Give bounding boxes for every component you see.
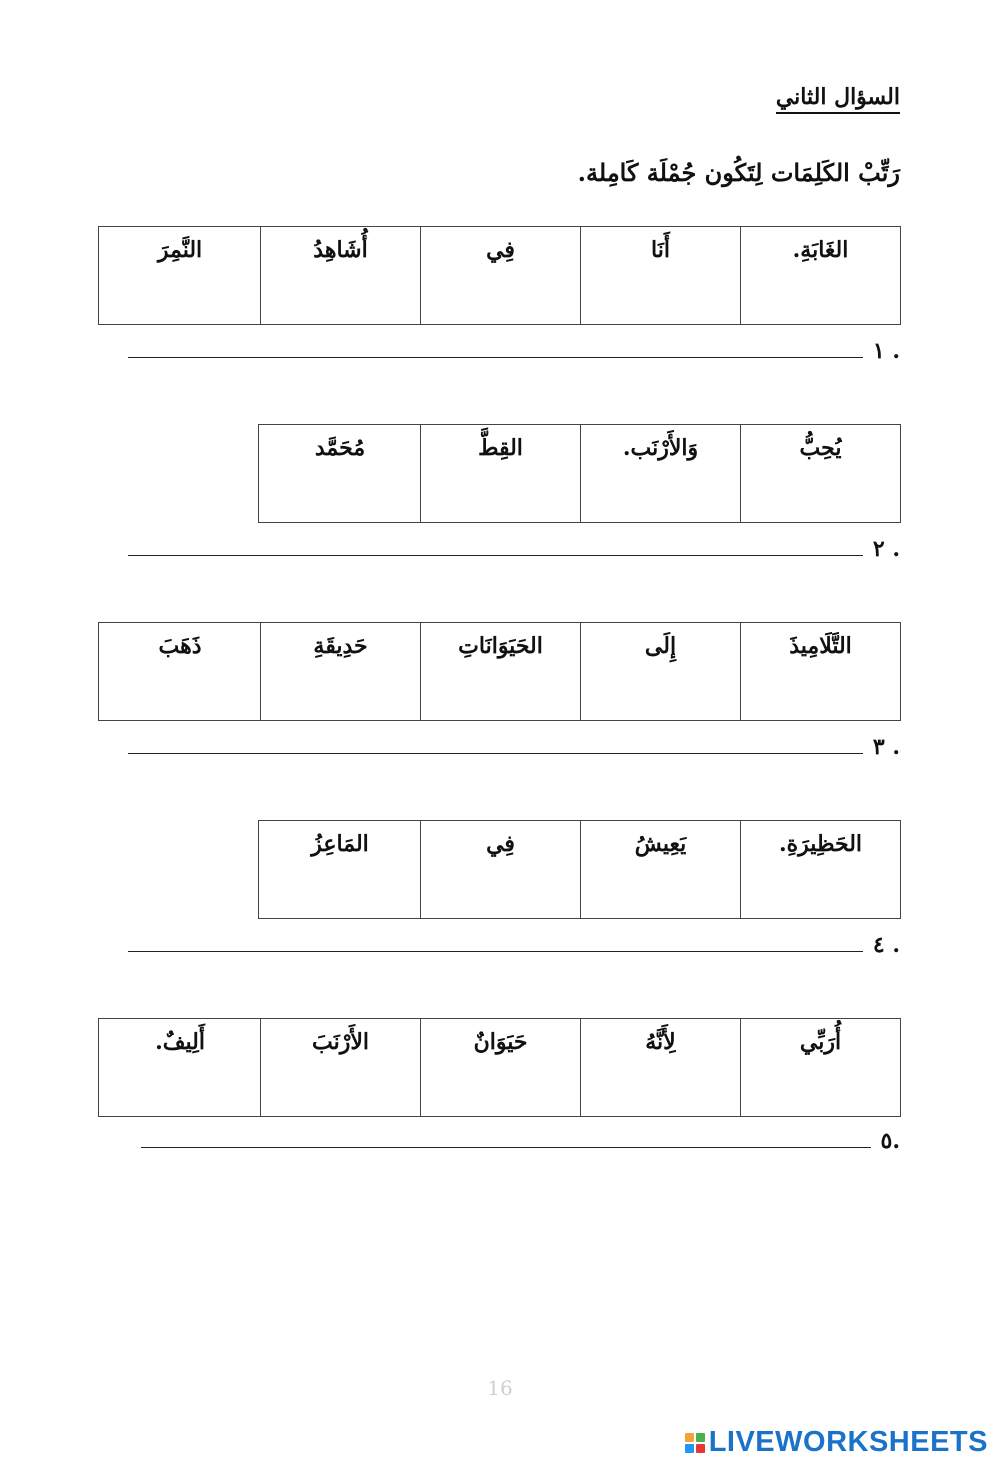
word-table-2 [258,424,901,523]
answer-line-5[interactable] [141,1128,901,1154]
word-cell[interactable]: إِلَى [580,623,740,720]
word-cell[interactable]: الغَابَةِ. [740,227,900,324]
word-cell[interactable]: مُحَمَّد [314,435,366,461]
word-cell[interactable]: الأَرْنَبَ [260,1019,420,1116]
word-cell[interactable]: ذَهَبَ [158,633,202,659]
answer-line-1[interactable] [128,338,900,364]
word-cell[interactable]: الحَظِيرَةِ. [740,821,900,918]
word-cell[interactable]: التَّلَامِيذَ [740,623,900,720]
word-table-1 [98,226,901,325]
word-table-3 [98,622,901,721]
word-cell[interactable]: أُرَبِّي [740,1019,900,1116]
liveworksheets-logo-icon [685,1433,705,1453]
word-cell[interactable]: حَيَوَانٌ [420,1019,580,1116]
word-cell[interactable]: يَعِيشُ [580,821,740,918]
answer-line-3[interactable] [128,734,900,760]
word-cell[interactable]: النَّمِرَ [157,237,203,263]
answer-blank[interactable] [128,356,863,358]
brand-name: LIVEWORKSHEETS [708,1426,988,1458]
word-cell[interactable]: لِأَنَّهُ [580,1019,740,1116]
item-number: . ٣ [872,734,900,760]
item-number: . ٢ [872,536,900,562]
word-cell[interactable]: حَدِيقَةِ [260,623,420,720]
word-cell[interactable]: القِطَّ [420,425,580,522]
question-heading: السؤال الثاني [776,84,900,114]
word-cell[interactable]: أَلِيفٌ. [155,1029,205,1055]
answer-blank[interactable] [128,950,863,952]
word-cell[interactable]: فِي [420,227,580,324]
word-cell[interactable]: أُشَاهِدُ [260,227,420,324]
word-table-4 [258,820,901,919]
page-number: 16 [487,1376,513,1400]
instruction-text: رَتِّبْ الكَلِمَات لِتَكُون جُمْلَة كَامِلة. [577,158,900,187]
word-table-5 [98,1018,901,1117]
word-cell[interactable]: الحَيَوَانَاتِ [420,623,580,720]
word-cell[interactable]: فِي [420,821,580,918]
answer-line-4[interactable] [128,932,900,958]
liveworksheets-brand[interactable] [685,1426,988,1459]
word-cell[interactable]: وَالأَرْنَب. [580,425,740,522]
answer-blank[interactable] [128,752,863,754]
word-cell[interactable]: أَنَا [580,227,740,324]
answer-blank[interactable] [128,554,863,556]
item-number: . ١ [872,338,900,364]
item-number: .٥ [880,1128,900,1154]
item-number: . ٤ [872,932,900,958]
word-cell[interactable]: المَاعِزُ [311,831,369,857]
word-cell[interactable]: يُحِبُّ [740,425,900,522]
answer-blank[interactable] [141,1146,871,1148]
answer-line-2[interactable] [128,536,900,562]
